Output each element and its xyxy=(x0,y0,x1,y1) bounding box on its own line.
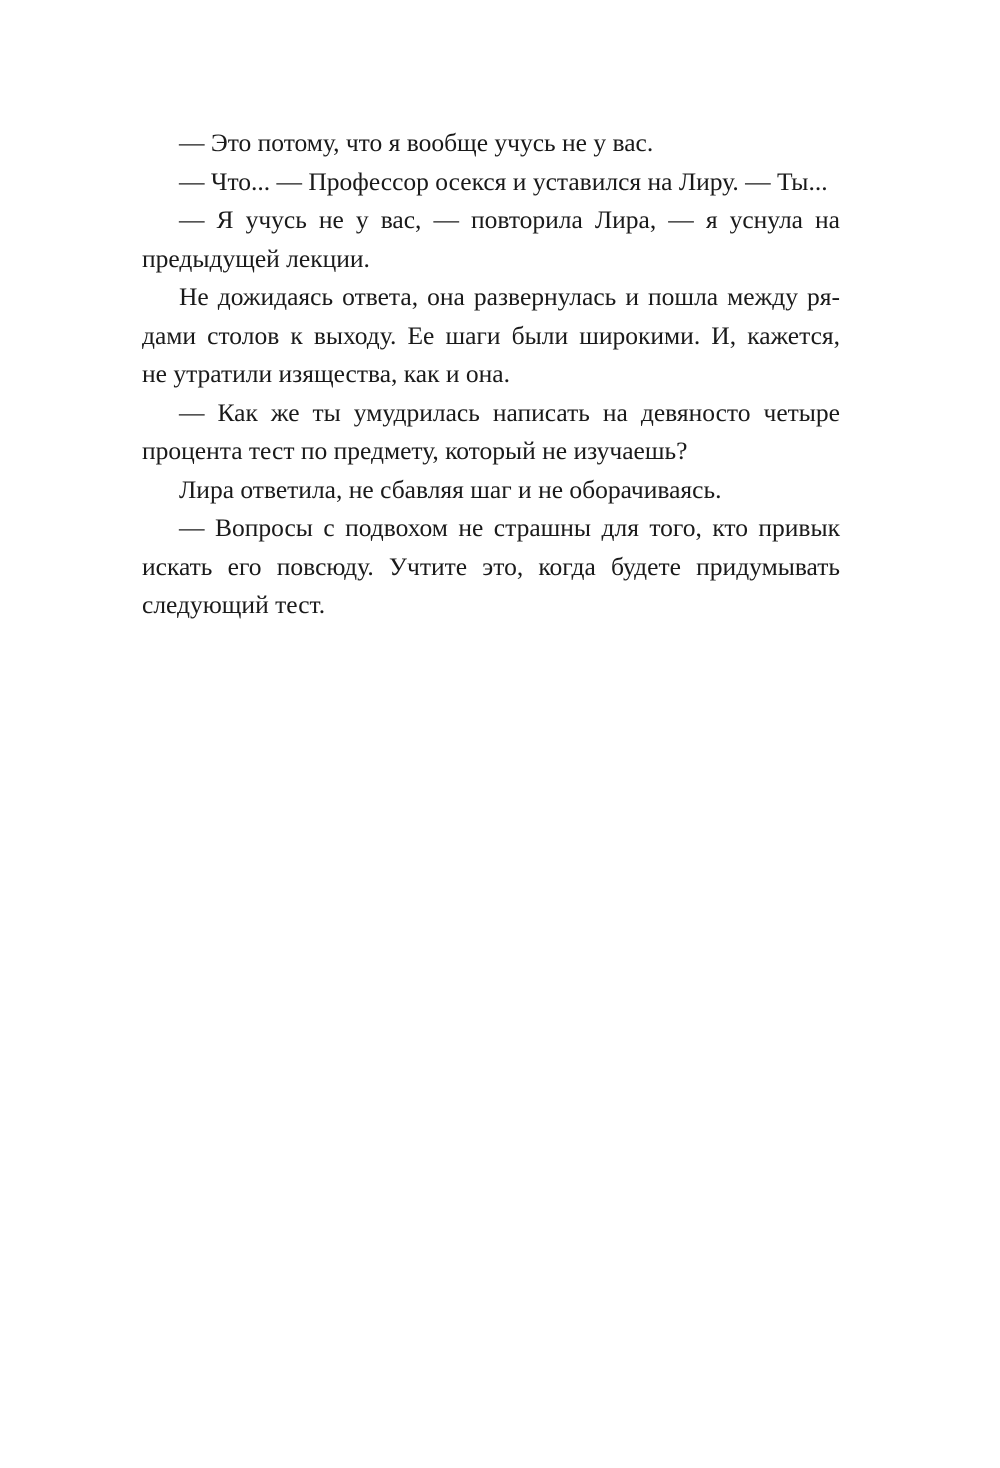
text-line: — Что... — Профессор осекся и уставился на Лиру. — Ты... xyxy=(179,166,828,196)
paragraph-2 xyxy=(105,163,840,202)
text-line: процента тест по предмету, который не изучаешь? xyxy=(142,436,688,465)
text-line: — Как же ты умудрилась написать на девяносто четыре xyxy=(179,397,840,427)
text-line: предыдущей лекции. xyxy=(142,243,370,273)
paragraph-4 xyxy=(105,278,840,394)
text-line: следующий тест. xyxy=(142,590,326,619)
text-line: Лира ответила, не сбавляя шаг и не оборачиваясь. xyxy=(179,474,722,504)
text-line: — Вопросы с подвохом не страшны для того, кто привык xyxy=(179,513,840,542)
body-text xyxy=(105,124,840,625)
paragraph-7 xyxy=(105,509,840,625)
text-line: — Я учусь не у вас, — повторила Лира, — я уснула на xyxy=(179,205,840,234)
paragraph-5 xyxy=(105,394,840,471)
text-line: Не дожидаясь ответа, она развернулась и пошла между ря- xyxy=(179,282,840,311)
paragraph-3 xyxy=(105,201,840,278)
text-line: искать его повсюду. Учтите это, когда будете придумывать xyxy=(142,551,840,581)
paragraph-1 xyxy=(105,124,840,163)
text-line: дами столов к выходу. Ее шаги были широкими. И, кажется, xyxy=(142,320,840,350)
text-line: не утратили изящества, как и она. xyxy=(142,359,510,388)
paragraph-6 xyxy=(105,471,840,510)
text-line: — Это потому, что я вообще учусь не у вас. xyxy=(179,128,654,157)
